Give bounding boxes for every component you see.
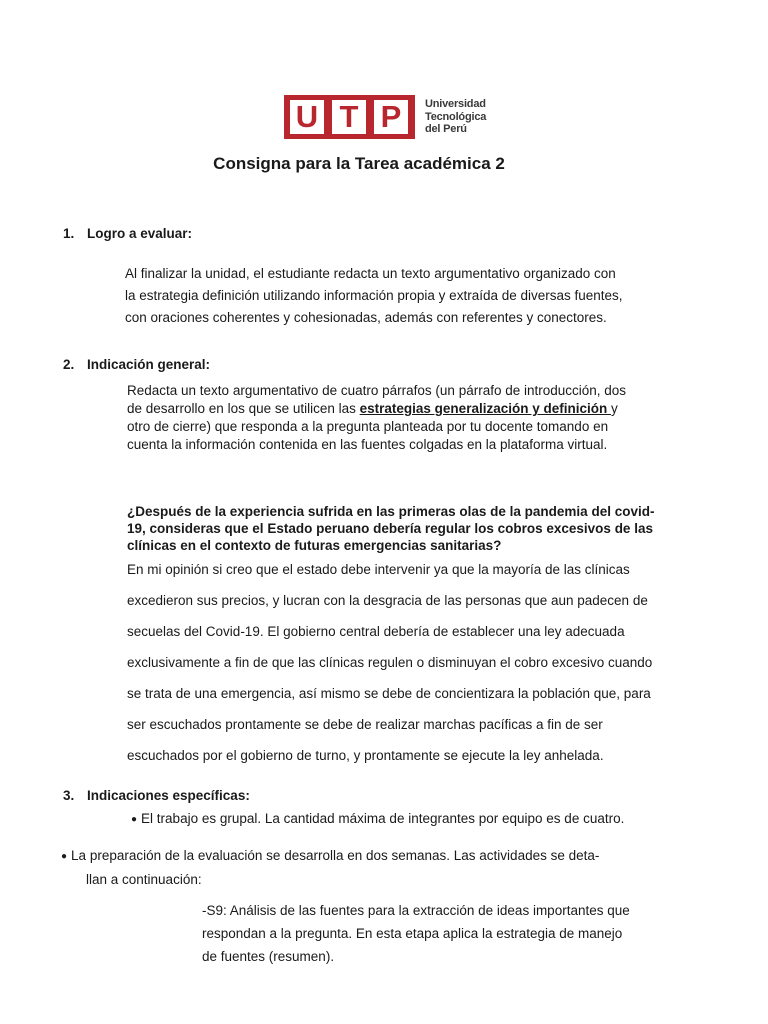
answer-line: excedieron sus precios, y lucran con la desgracia de las personas que aun padecen de [127,593,648,608]
section-2-emphasis: estrategias generalización y definición [359,401,611,416]
section-3-bullet-2-text: La preparación de la evaluación se desarrolla en dos semanas. Las actividades se deta- [71,848,600,863]
section-2-line [127,400,626,418]
section-1-number: 1. [63,226,75,241]
section-2-text [127,382,626,454]
section-1-line: la estrategia definición utilizando información propia y extraída de diversas fuentes, [125,288,623,303]
answer-text [127,554,652,771]
section-1-title: Logro a evaluar: [87,226,193,241]
section-3-bullet-1-text: El trabajo es grupal. La cantidad máxima de integrantes por equipo es de cuatro. [141,811,625,826]
logo-letter-t: T [332,100,366,134]
page-title: Consigna para la Tarea académica 2 [213,154,505,173]
bullet-icon: ● [131,814,138,825]
section-2-line: otro de cierre) que responda a la pregunta planteada por tu docente tomando en [127,419,609,434]
answer-line: secuelas del Covid-19. El gobierno central debería de establecer una ley adecuada [127,624,625,639]
section-2-line2-pre: de desarrollo en los que se utilicen las [127,401,360,416]
s9-line: -S9: Análisis de las fuentes para la extracción de ideas importantes que [202,903,630,918]
section-2-line: Redacta un texto argumentativo de cuatro párrafos (un párrafo de introducción, dos [127,383,627,398]
question-text [127,503,654,554]
section-2-number: 2. [63,357,75,372]
answer-line: exclusivamente a fin de que las clínicas regulen o disminuyan el cobro excesivo cuando [127,655,653,670]
section-1-line: con oraciones coherentes y cohesionadas, además con referentes y conectores. [125,310,607,325]
section-3-heading [63,788,250,803]
utp-logo [284,95,487,139]
section-3-bullet-2-line [61,845,599,869]
logo-red-box [284,95,415,139]
question-line: ¿Después de la experiencia sufrida en las primeras olas de la pandemia del covid- [127,504,655,519]
s9-line: respondan a la pregunta. En esta etapa aplica la estrategia de manejo [202,926,623,941]
section-2-line2-post: y [610,401,618,416]
section-3-title: Indicaciones específicas: [87,788,250,803]
answer-line: ser escuchados prontamente se debe de realizar marchas pacíficas a fin de ser [127,717,603,732]
section-2-title: Indicación general: [87,357,211,372]
logo-university-name: Universidad Tecnológica del Perú [425,98,487,135]
section-3-number: 3. [63,788,75,803]
section-1-line: Al finalizar la unidad, el estudiante redacta un texto argumentativo organizado con [125,266,616,281]
answer-line: En mi opinión si creo que el estado debe intervenir ya que la mayoría de las clínicas [127,562,630,577]
section-1-heading [63,226,192,241]
section-3-bullet-2 [61,845,599,891]
answer-line: se trata de una emergencia, así mismo se debe de concientizara la población que, para [127,686,651,701]
question-line: 19, consideras que el Estado peruano debería regular los cobros excesivos de las [127,521,653,536]
logo-letter-p: P [374,100,408,134]
bullet-icon: ● [61,851,68,862]
answer-line: escuchados por el gobierno de turno, y prontamente se ejecute la ley anhelada. [127,748,604,763]
section-2-heading [63,357,210,372]
logo-letter-u: U [290,100,324,134]
section-3-bullet-1 [131,808,624,832]
section-1-text [125,263,623,329]
section-3-bullet-2-line: llan a continuación: [86,872,202,887]
s9-line: de fuentes (resumen). [202,949,335,964]
question-line: clínicas en el contexto de futuras emergencias sanitarias? [127,538,502,553]
section-3-s9 [202,899,630,968]
section-2-line: cuenta la información contenida en las fuentes colgadas en la plataforma virtual. [127,437,608,452]
